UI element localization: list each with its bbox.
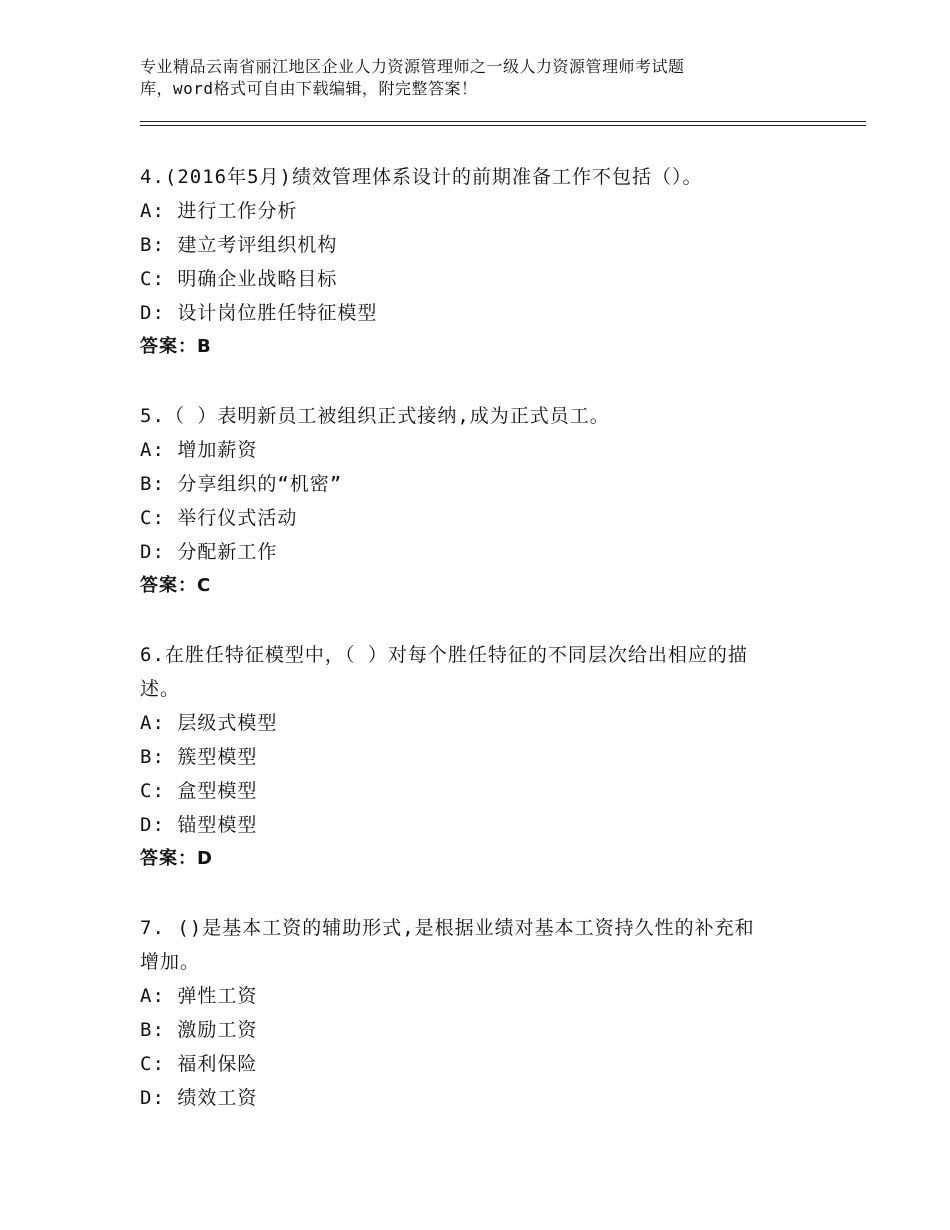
option-d: D: 绩效工资 [140,1087,258,1109]
option-c: C: 盒型模型 [140,780,258,802]
question-stem: 7. ()是基本工资的辅助形式,是根据业绩对基本工资持久性的补充和 [140,917,755,939]
question-5 [140,399,820,603]
option-b: B: 分享组织的“机密” [140,473,343,495]
question-7 [140,911,820,1115]
option-d: D: 分配新工作 [140,541,278,563]
option-b: B: 激励工资 [140,1019,258,1041]
question-stem: 6.在胜任特征模型中，（ ）对每个胜任特征的不同层次给出相应的描 [140,644,748,666]
answer-label: 答案：D [140,848,213,869]
option-c: C: 明确企业战略目标 [140,268,338,290]
answer-label: 答案：B [140,336,212,357]
question-6 [140,638,820,876]
option-d: D: 设计岗位胜任特征模型 [140,302,378,324]
option-b: B: 簇型模型 [140,746,258,768]
question-stem: 4.(2016年5月)绩效管理体系设计的前期准备工作不包括（）。 [140,166,703,188]
document-header [140,56,800,100]
question-stem-continued: 增加。 [140,951,201,973]
question-4 [140,160,820,364]
question-stem: 5.（ ）表明新员工被组织正式接纳,成为正式员工。 [140,405,610,427]
header-divider-top [140,121,866,122]
header-line-1: 专业精品云南省丽江地区企业人力资源管理师之一级人力资源管理师考试题 [140,57,685,76]
option-a: A: 弹性工资 [140,985,258,1007]
option-c: C: 福利保险 [140,1053,258,1075]
option-a: A: 增加薪资 [140,439,258,461]
option-a: A: 进行工作分析 [140,200,298,222]
option-a: A: 层级式模型 [140,712,278,734]
question-stem-continued: 述。 [140,678,181,700]
answer-label: 答案：C [140,575,212,596]
header-divider-bottom [140,125,866,126]
option-d: D: 锚型模型 [140,814,258,836]
header-line-2: 库，word格式可自由下载编辑，附完整答案！ [140,79,478,98]
option-c: C: 举行仪式活动 [140,507,298,529]
option-b: B: 建立考评组织机构 [140,234,338,256]
